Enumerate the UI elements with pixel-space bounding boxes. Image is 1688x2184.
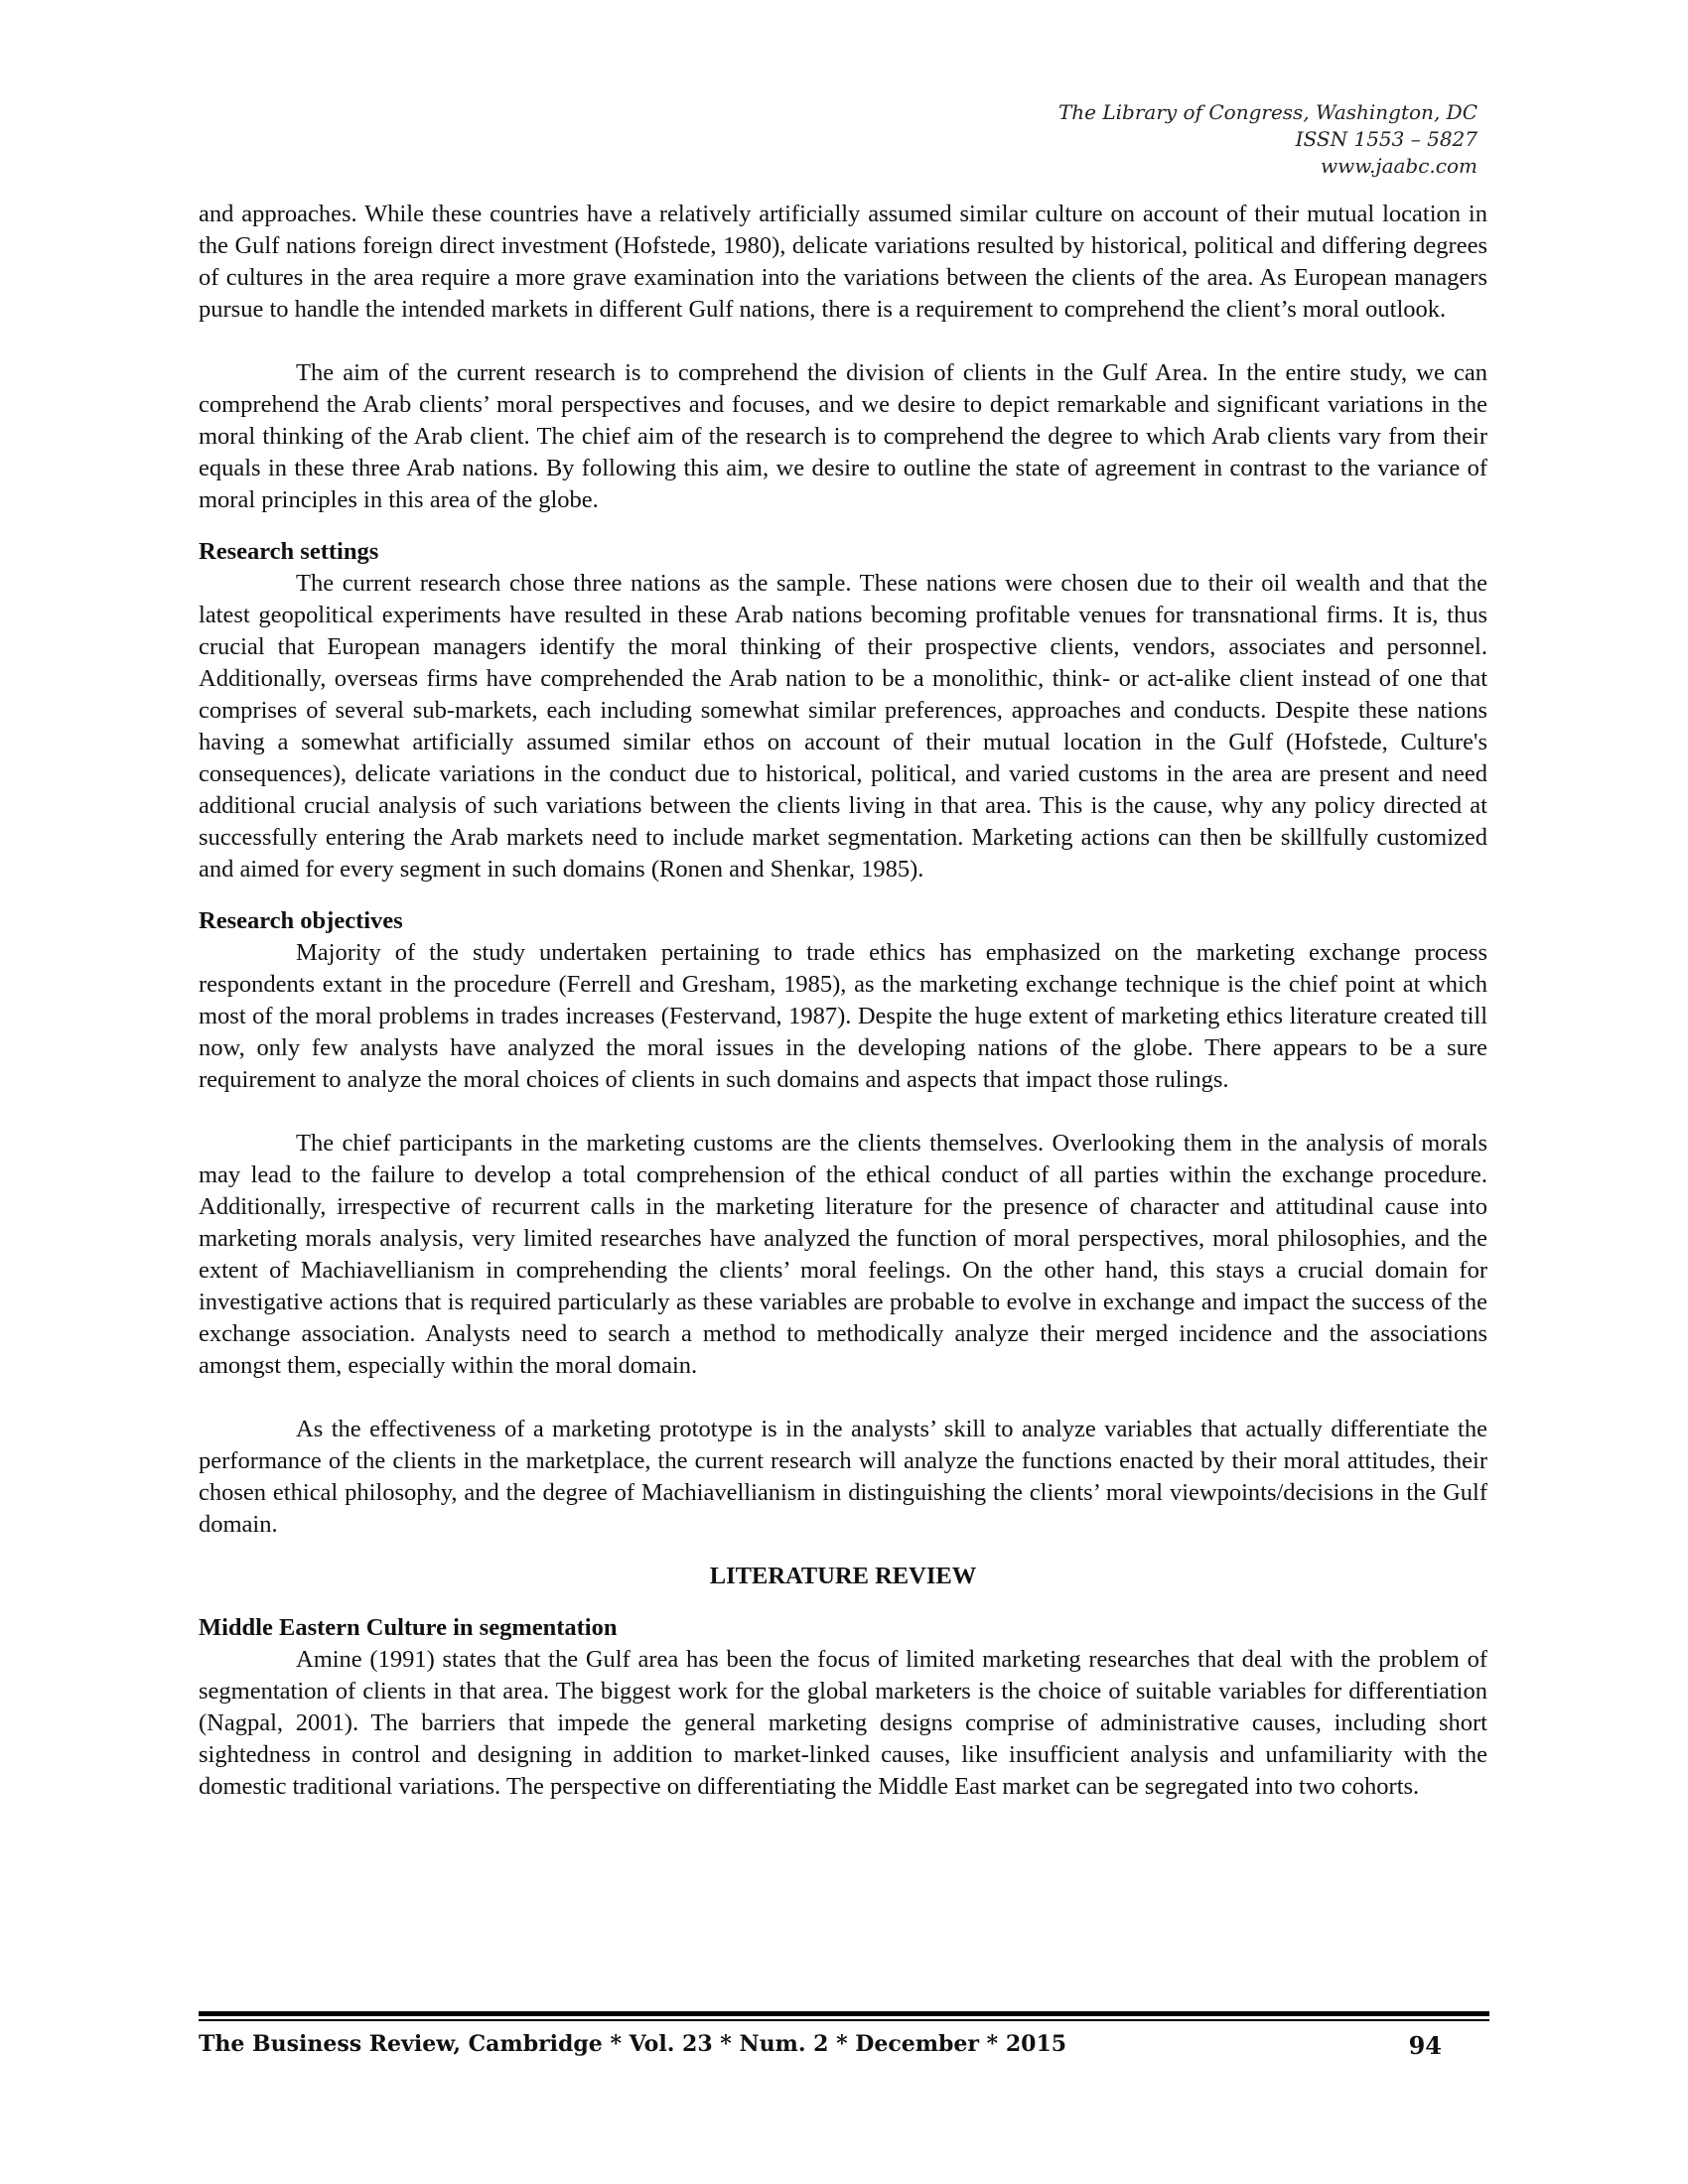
heading-literature-review: LITERATURE REVIEW [709,1563,977,1589]
paragraph-participants: The chief participants in the marketing customs are the clients themselves. Overlooking them in the analysis of morals may lead to the failure to develop a total comprehension of the ethical conduct of all parties within the exchange procedure. Additionally, irrespective of recurrent calls in the marketing literature for the presence of character and attitudinal cause into marketing morals analysis, very limited researches have analyzed the function of moral perspectives, moral philosophies, and the extent of Machiavellianism in comprehending the clients’ moral feelings. On the other hand, this stays a crucial domain for investigative actions that is required particularly as these variables are probable to evolve in exchange and impact the success of the exchange association. Analysts need to search a method to methodically analyze their merged incidence and the associations amongst them, especially within the moral domain. [199,1130,1487,1379]
page-number: 94 [1408,2031,1442,2060]
footer-rule-thick [199,2011,1489,2016]
paragraph-settings: The current research chose three nations as the sample. These nations were chosen due to their oil wealth and that the latest geopolitical experiments have resulted in these Arab nations becoming profitable venues for transnational firms. It is, thus crucial that European managers identify the moral thinking of their prospective clients, vendors, associates and personnel. Additionally, overseas firms have comprehended the Arab nation to be a monolithic, think- or act-alike client instead of one that comprises of several sub-markets, each including somewhat similar preferences, approaches and conducts. Despite these nations having a somewhat artificially assumed similar ethos on account of their mutual location in the Gulf (Hofstede, Culture's consequences), delicate variations in the conduct due to historical, political, and varied customs in the area are present and need additional crucial analysis of such variations between the clients living in that area. This is the cause, why any policy directed at successfully entering the Arab markets need to include market segmentation. Marketing actions can then be skillfully customized and aimed for every segment in such domains (Ronen and Shenkar, 1985). [199,570,1487,883]
header-issn: ISSN 1553 – 5827 [1295,127,1477,151]
heading-research-objectives: Research objectives [199,907,403,934]
heading-research-settings: Research settings [199,538,379,565]
heading-middle-eastern-culture: Middle Eastern Culture in segmentation [199,1614,618,1641]
paragraph-continued: and approaches. While these countries have a relatively artificially assumed similar culture on account of their mutual location in the Gulf nations foreign direct investment (Hofstede, 1980), delicate variations resulted by historical, political and differing degrees of cultures in the area require a more grave examination into the variations between the clients of the area. As European managers pursue to handle the intended markets in different Gulf nations, there is a requirement to comprehend the client’s moral outlook. [199,201,1487,323]
header-website: www.jaabc.com [1321,154,1477,178]
paragraph-segmentation: Amine (1991) states that the Gulf area has been the focus of limited marketing researches that deal with the problem of segmentation of clients in that area. The biggest work for the global marketers is the choice of suitable variables for differentiation (Nagpal, 2001). The barriers that impede the general marketing designs comprise of administrative causes, including short sightedness in control and designing in addition to market-linked causes, like insufficient analysis and unfamiliarity with the domestic traditional variations. The perspective on differentiating the Middle East market can be segregated into two cohorts. [199,1646,1487,1800]
paragraph-aim: The aim of the current research is to comprehend the division of clients in the Gulf Area. In the entire study, we can comprehend the Arab clients’ moral perspectives and focuses, and we desire to depict remarkable and significant variations in the moral thinking of the Arab client. The chief aim of the research is to comprehend the degree to which Arab clients vary from their equals in these three Arab nations. By following this aim, we desire to outline the state of agreement in contrast to the variance of moral principles in this area of the globe. [199,359,1487,513]
page-body [199,199,1487,1803]
paragraph-effectiveness: As the effectiveness of a marketing prototype is in the analysts’ skill to analyze variables that actually differentiate the performance of the clients in the marketplace, the current research will analyze the functions enacted by their moral attitudes, their chosen ethical philosophy, and the degree of Machiavellianism in distinguishing the clients’ moral viewpoints/decisions in the Gulf domain. [199,1416,1487,1538]
running-header [1058,99,1477,180]
header-library: The Library of Congress, Washington, DC [1057,100,1477,124]
footer-rule-thin [199,2019,1489,2021]
footer-journal: The Business Review, Cambridge * Vol. 23 * Num. 2 * December * 2015 [199,2031,1067,2057]
paragraph-objectives: Majority of the study undertaken pertaining to trade ethics has emphasized on the marketing exchange process respondents extant in the procedure (Ferrell and Gresham, 1985), as the marketing exchange technique is the chief point at which most of the moral problems in trades increases (Festervand, 1987). Despite the huge extent of marketing ethics literature created till now, only few analysts have analyzed the moral issues in the developing nations of the globe. There appears to be a sure requirement to analyze the moral choices of clients in such domains and aspects that impact those rulings. [199,939,1487,1093]
